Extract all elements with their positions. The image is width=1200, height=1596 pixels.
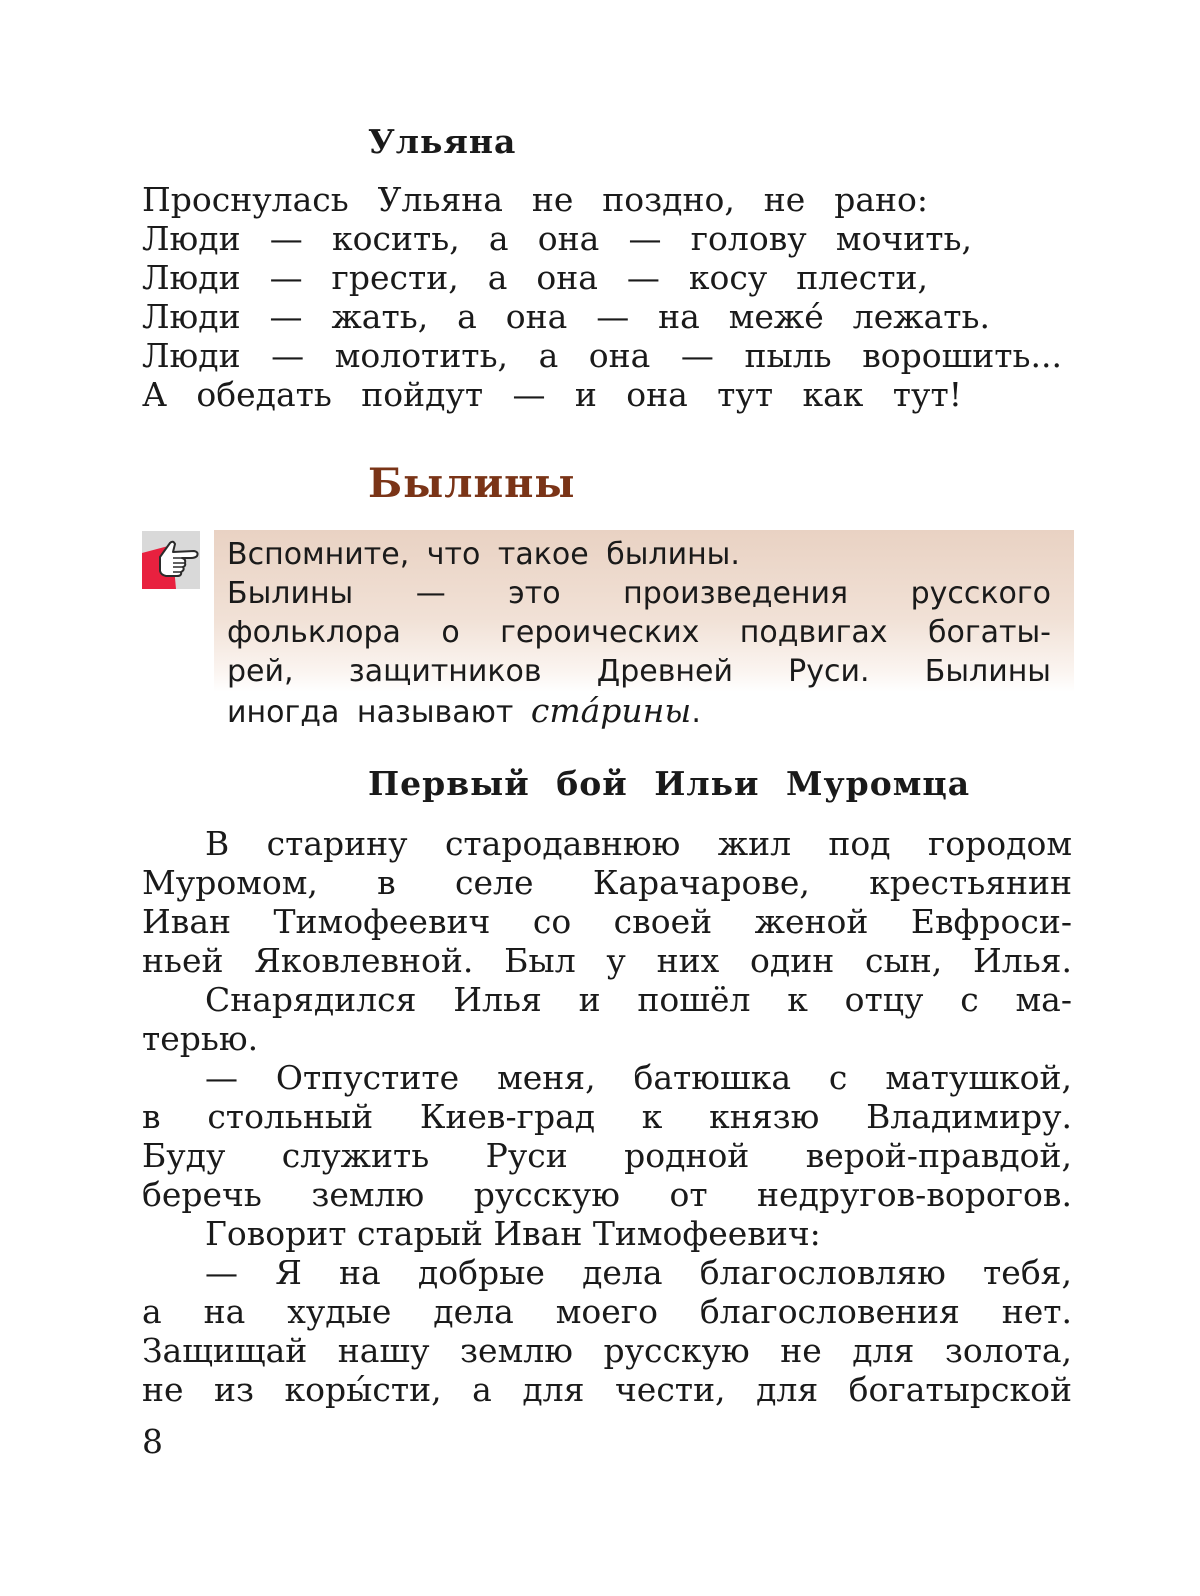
story-line: — Отпустите меня, батюшка с матушкой, bbox=[205, 1058, 1072, 1097]
poem-line: Проснулась Ульяна не поздно, не рано: bbox=[142, 180, 928, 219]
story-line: беречь землю русскую от недругов-ворогов. bbox=[142, 1175, 1072, 1214]
story-line: в стольный Киев-град к князю Владимиру. bbox=[142, 1097, 1072, 1136]
story-line: терью. bbox=[142, 1019, 259, 1058]
story-line: Муромом, в селе Карачарове, крестьянин bbox=[142, 863, 1072, 902]
story-line: не из коры́сти, а для чести, для богатырской bbox=[142, 1370, 1072, 1409]
poem-line: Люди — молотить, а она — пыль ворошить... bbox=[142, 336, 1062, 375]
poem-line: А обедать пойдут — и она тут как тут! bbox=[142, 375, 962, 414]
story-line: Говорит старый Иван Тимофеевич: bbox=[205, 1214, 821, 1253]
info-line-prefix: иногда называют bbox=[227, 695, 531, 730]
poem-title: Ульяна bbox=[368, 122, 517, 161]
poem-line: Люди — жать, а она — на меже́ лежать. bbox=[142, 297, 990, 336]
info-italic-term: ста́рины bbox=[530, 691, 692, 730]
story-title: Первый бой Ильи Муромца bbox=[368, 764, 971, 803]
info-line: фольклора о героических подвигах богаты- bbox=[227, 615, 1051, 650]
info-line-suffix: . bbox=[691, 695, 701, 730]
info-line bbox=[227, 535, 1051, 574]
story-line: ньей Яковлевной. Был у них один сын, Илья. bbox=[142, 941, 1072, 980]
pointing-hand-icon bbox=[142, 531, 200, 589]
story-line: В старину стародавнюю жил под городом bbox=[205, 824, 1072, 863]
story-line: а на худые дела моего благословения нет. bbox=[142, 1292, 1072, 1331]
info-line: рей, защитников Древней Руси. Былины bbox=[227, 654, 1051, 689]
story-text bbox=[142, 824, 1072, 1409]
info-line-text: Вспомните, что такое былины. bbox=[227, 537, 740, 572]
section-heading: Былины bbox=[368, 460, 576, 507]
poem-text bbox=[142, 180, 1062, 414]
story-line: Буду служить Руси родной верой-правдой, bbox=[142, 1136, 1072, 1175]
story-line: Иван Тимофеевич со своей женой Евфроси- bbox=[142, 902, 1072, 941]
poem-line: Люди — косить, а она — голову мочить, bbox=[142, 219, 972, 258]
story-line: Снарядился Илья и пошёл к отцу с ма- bbox=[205, 980, 1072, 1019]
poem-line: Люди — грести, а она — косу плести, bbox=[142, 258, 928, 297]
story-line: Защищай нашу землю русскую не для золота, bbox=[142, 1331, 1072, 1370]
info-line: Былины — это произведения русского bbox=[227, 576, 1051, 611]
info-line bbox=[227, 691, 1051, 732]
info-text bbox=[227, 535, 1051, 732]
story-line: — Я на добрые дела благословляю тебя, bbox=[205, 1253, 1072, 1292]
page-number: 8 bbox=[142, 1422, 163, 1461]
